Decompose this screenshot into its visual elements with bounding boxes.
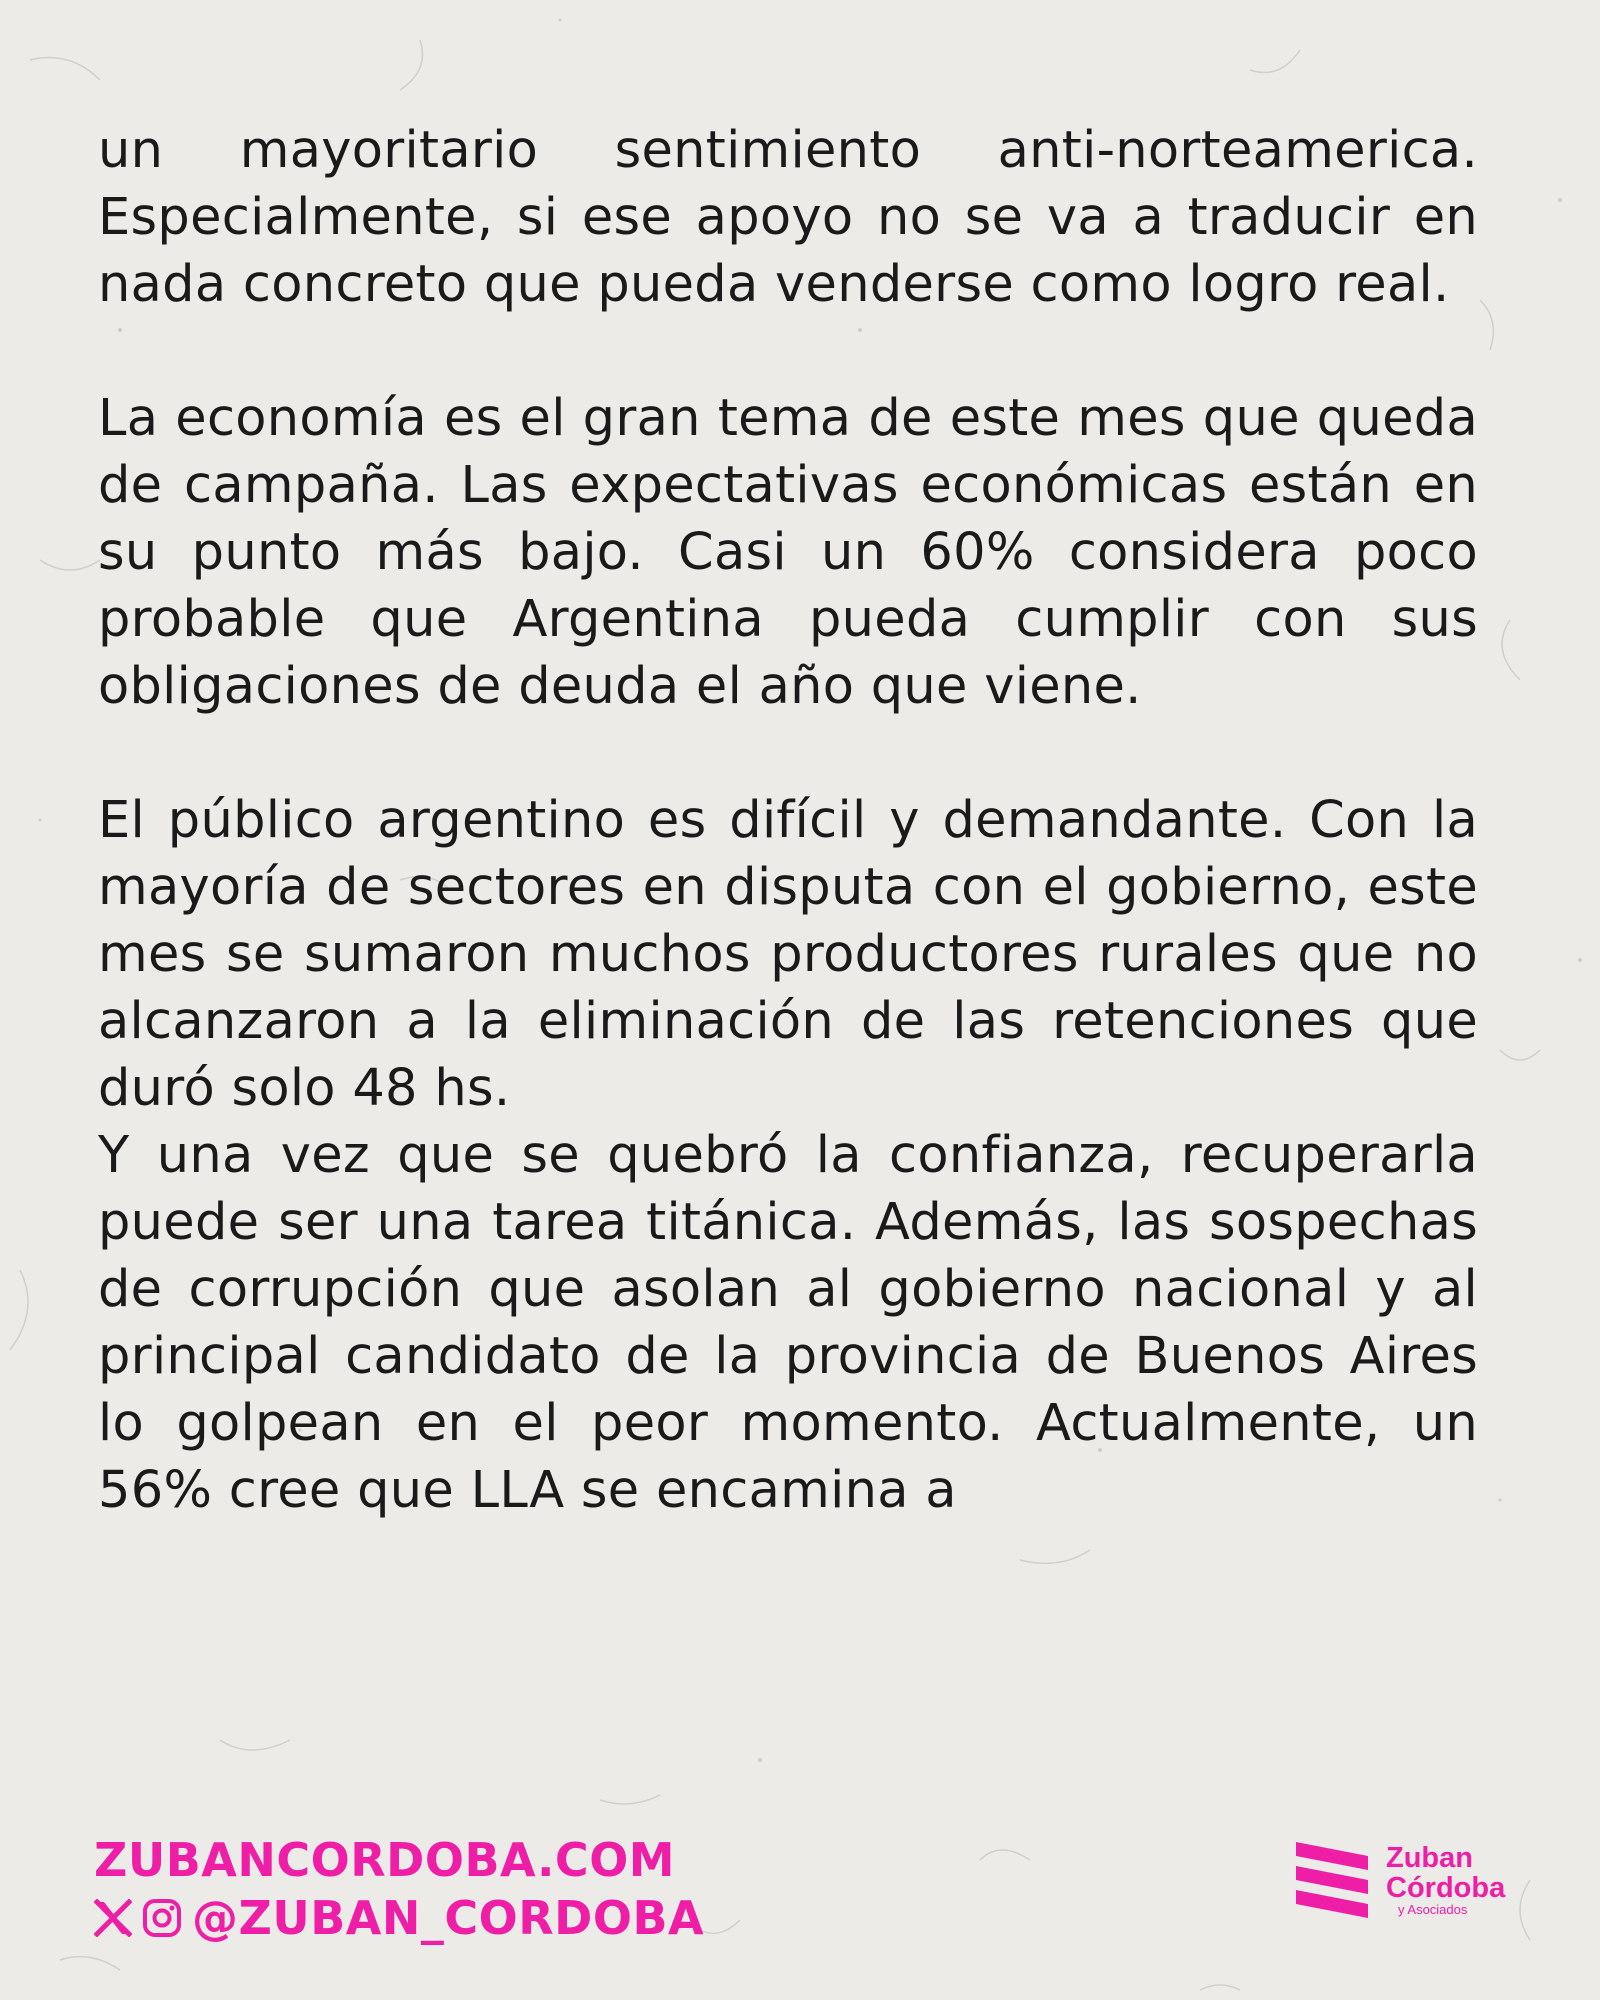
logo-line-1: Zuban xyxy=(1386,1842,1473,1874)
social-handle[interactable]: @ZUBAN_CORDOBA xyxy=(192,1891,705,1945)
paragraph-2: La economía es el gran tema de este mes que queda de campaña. Las expectativas económicas están en su punto más bajo. Casi un 60% considera poco probable que Argentina pueda cumplir con sus obligaciones de deuda el año que viene. xyxy=(98,389,1478,716)
instagram-icon[interactable] xyxy=(142,1898,182,1938)
paragraph-1: un mayoritario sentimiento anti-norteamerica. Especialmente, si ese apoyo no se va a traducir en nada concreto que pueda venderse como logro real. xyxy=(98,121,1478,314)
logo-wordmark xyxy=(1386,1843,1505,1917)
logo-stripes-icon xyxy=(1292,1836,1372,1924)
website-link[interactable]: ZUBANCORDOBA.COM xyxy=(94,1833,676,1887)
logo-line-3: y Asociados xyxy=(1398,1902,1468,1917)
paragraph-4: Y una vez que se quebró la confianza, recuperarla puede ser una tarea titánica. Además, las sospechas de corrupción que asolan al gobierno nacional y al principal candidato de la provincia de Buenos Aires lo golpean en el peor momento. Actualmente, un 56% cree que LLA se encamina a xyxy=(98,1126,1478,1520)
logo-line-2: Córdoba xyxy=(1386,1872,1506,1904)
article-text xyxy=(98,117,1478,1524)
paragraph-3: El público argentino es difícil y demandante. Con la mayoría de sectores en disputa con el gobierno, este mes se sumaron muchos productores rurales que no alcanzaron a la eliminación de las retenciones que duró solo 48 hs. xyxy=(98,791,1478,1118)
social-row xyxy=(94,1890,704,1946)
brand-logo xyxy=(1292,1836,1505,1924)
x-icon[interactable] xyxy=(94,1899,132,1937)
footer-contact xyxy=(94,1832,704,1946)
